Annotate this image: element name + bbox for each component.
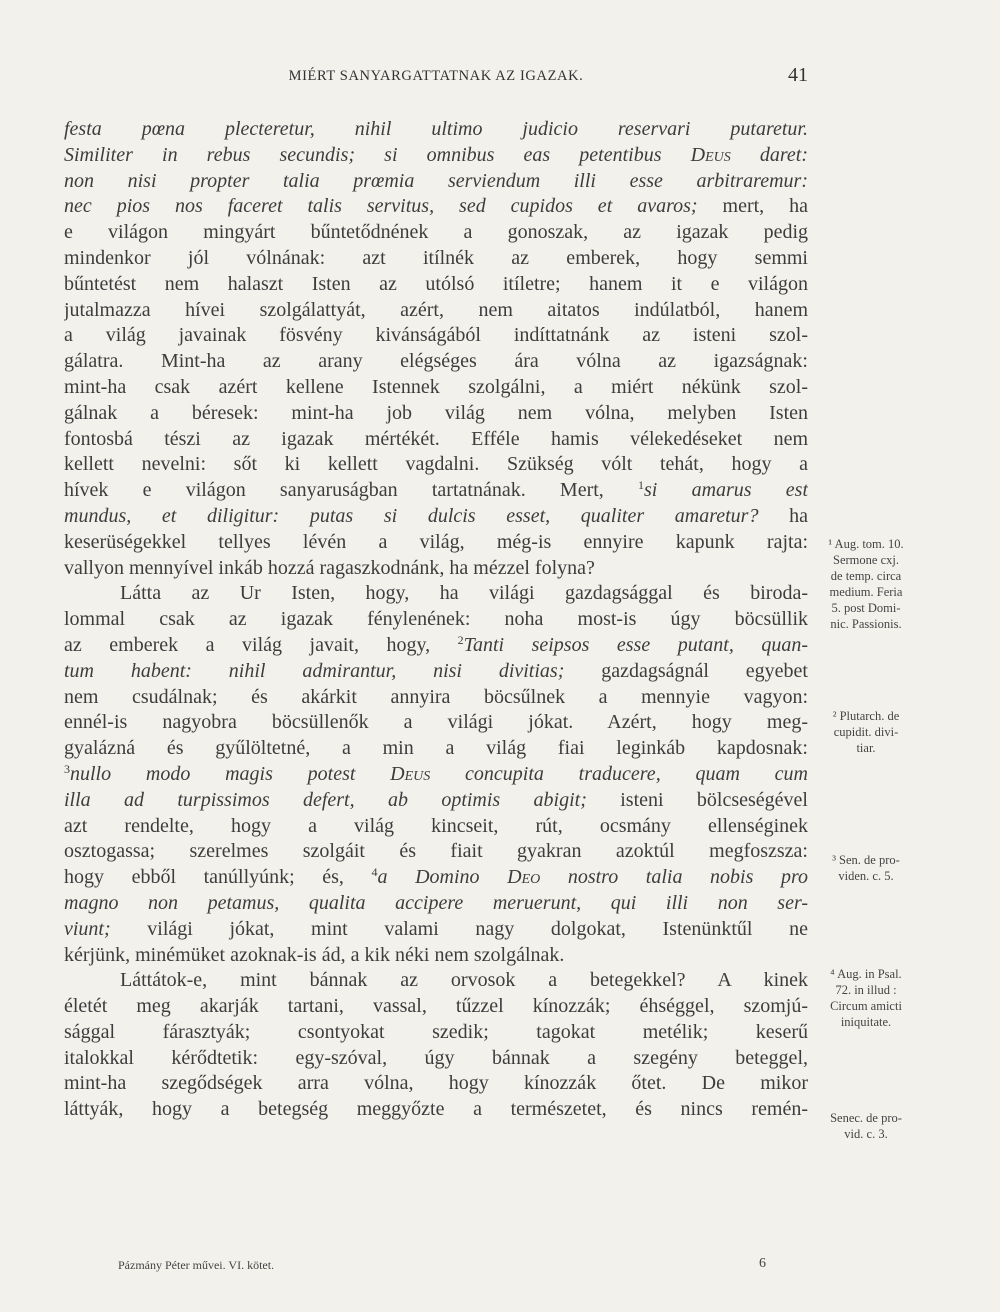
- margin-note: [812, 1110, 920, 1142]
- text-line: [64, 530, 808, 556]
- margin-note-line: nic. Passionis.: [830, 617, 902, 631]
- text-line: [64, 943, 808, 969]
- text-line: [64, 1020, 808, 1046]
- text-segment: lommal csak az igazak fénylenének: noha most-is úgy böcsüllik: [64, 608, 808, 631]
- margin-note-line: ² Plutarch. de: [832, 709, 900, 723]
- text-segment: kérjünk, minémüket azoknak-is ád, a kik néki nem szolgálnak.: [64, 943, 565, 966]
- margin-note-line: Sermone cxj.: [833, 553, 899, 567]
- margin-note-line: tiar.: [856, 741, 876, 755]
- margin-note-line: iniquitate.: [840, 1015, 892, 1029]
- text-segment: Látta az Ur Isten, hogy, ha világi gazdagsággal és biroda-: [120, 582, 808, 605]
- text-line: [64, 581, 808, 607]
- text-segment: festa pœna plecteretur, nihil ultimo judicio reservari putaretur.: [64, 118, 808, 140]
- text-segment: e világon mingyárt bűntetődnének a gonoszak, az igazak pedig: [64, 221, 808, 244]
- margin-note-line: de temp. circa: [830, 569, 902, 583]
- text-segment: vallyon mennyível inkáb hozzá ragaszkodnánk, ha mézzel folyna?: [64, 556, 595, 579]
- margin-note-line: cupidit. divi-: [833, 725, 899, 739]
- text-segment: Deo: [507, 866, 541, 889]
- text-segment: bűntetést nem halaszt Isten az utólsó itíletre; hanem it e világon: [64, 272, 808, 295]
- text-line: [64, 788, 808, 814]
- text-segment: illa ad turpissimos defert, ab optimis abigit;: [64, 788, 587, 811]
- text-line: [64, 427, 808, 453]
- text-segment: jutalmazza hívei szolgálattyát, azért, nem aitatos indúlatból, hanem: [64, 298, 808, 321]
- text-segment: a Domino: [377, 866, 508, 889]
- text-segment: isteni bölcseségével: [586, 788, 808, 811]
- footnote-ref: 2: [457, 632, 464, 647]
- text-segment: Láttátok-e, mint bánnak az orvosok a betegekkel? A kinek: [120, 969, 808, 992]
- text-line: [64, 298, 808, 324]
- margin-note: [812, 966, 920, 1030]
- text-segment: italokkal kérődtetik: egy-szóval, úgy bánnak a szegény beteggel,: [64, 1046, 808, 1069]
- text-segment: mint-ha szegődségek arra vólna, hogy kínozzák őtet. De mikor: [64, 1072, 808, 1095]
- text-segment: gyalázná és gyűlöltetné, a min a világ fiai leginkáb kapdosnak:: [64, 737, 808, 760]
- text-segment: nem csudálnak; és akárkit annyira böcsűlnek a mennyie vagyon:: [64, 685, 808, 708]
- margin-note-line: viden. c. 5.: [838, 869, 894, 883]
- text-line: [64, 1046, 808, 1072]
- margin-note-line: Circum amicti: [830, 999, 902, 1013]
- running-title: MIÉRT SANYARGATTATNAK AZ IGAZAK.: [288, 68, 584, 84]
- text-segment: nullo modo magis potest: [70, 762, 391, 785]
- text-segment: mindenkor jól vólnának: azt itílnék az emberek, hogy semmi: [64, 246, 808, 269]
- text-segment: hogy ebből tanúllyúnk; és,: [64, 866, 372, 889]
- text-line: [64, 685, 808, 711]
- margin-note: [812, 536, 920, 632]
- text-line: [64, 556, 808, 582]
- text-line: [64, 401, 808, 427]
- text-line: [64, 968, 808, 994]
- text-line: [64, 323, 808, 349]
- page-footer: [118, 1258, 818, 1273]
- text-line: [64, 194, 808, 220]
- text-line: [64, 375, 808, 401]
- text-segment: életét meg akarják tartani, vassal, tűzzel kínozzák; éhséggel, szomjú-: [64, 995, 808, 1018]
- text-line: [64, 891, 808, 917]
- text-segment: viunt;: [64, 917, 111, 940]
- page-number: 41: [788, 64, 808, 86]
- margin-note: [812, 708, 920, 756]
- text-line: [64, 710, 808, 736]
- text-segment: si amarus est: [644, 479, 808, 502]
- text-line: [64, 865, 808, 891]
- text-line: [64, 349, 808, 375]
- text-segment: mundus, et diligitur: putas si dulcis esset, qualiter amaretur?: [64, 504, 759, 527]
- footnote-ref: 1: [638, 478, 645, 493]
- margin-note-line: vid. c. 3.: [844, 1127, 888, 1141]
- text-line: [64, 478, 808, 504]
- margin-note: [812, 852, 920, 884]
- text-segment: Deus: [390, 762, 431, 785]
- text-line: [64, 246, 808, 272]
- text-line: [64, 220, 808, 246]
- text-line: [64, 452, 808, 478]
- text-segment: keserüségekkel tellyes lévén a világ, még-is ennyire kapunk rajta:: [64, 530, 808, 553]
- text-segment: Tanti seipsos esse putant, quan-: [463, 633, 808, 656]
- publication-footer: Pázmány Péter művei. VI. kötet.: [118, 1258, 275, 1272]
- text-line: [64, 762, 808, 788]
- text-segment: mint-ha csak azért kellene Istennek szolgálni, a miért nékünk szol-: [64, 375, 808, 398]
- text-line: [64, 169, 808, 195]
- text-segment: a világ javainak fösvény kivánságából indíttatnánk az isteni szol-: [64, 324, 808, 347]
- text-segment: sággal fárasztyák; csontyokat szedik; tagokat metélik; keserű: [64, 1020, 808, 1043]
- text-segment: ha: [758, 504, 808, 527]
- text-segment: fontosbá tészi az igazak mértékét. Efféle hamis vélekedéseket nem: [64, 427, 808, 450]
- text-segment: kellett nevelni: sőt ki kellett vagdalni. Szükség vólt tehát, hogy a: [64, 453, 808, 476]
- text-line: [64, 994, 808, 1020]
- text-segment: Similiter in rebus secundis; si omnibus eas petentibus: [64, 143, 691, 166]
- text-segment: nec pios nos faceret talis servitus, sed cupidos et avaros;: [64, 195, 698, 218]
- text-line: [64, 814, 808, 840]
- margin-note-line: ³ Sen. de pro-: [832, 853, 900, 867]
- text-line: [64, 917, 808, 943]
- page-header: [64, 64, 808, 86]
- text-line: [64, 839, 808, 865]
- footnote-ref: 4: [371, 865, 378, 880]
- text-segment: gazdagságnál egyebet: [564, 659, 808, 682]
- text-segment: az emberek a világ javait, hogy,: [64, 633, 458, 656]
- text-line: [64, 736, 808, 762]
- margin-note-line: ¹ Aug. tom. 10.: [828, 537, 904, 551]
- text-segment: láttyák, hogy a betegség meggyőzte a természetet, és nincs remén-: [64, 1098, 808, 1121]
- text-line: [64, 272, 808, 298]
- text-segment: magno non petamus, qualita accipere meruerunt, qui illi non ser-: [64, 891, 808, 914]
- text-line: [64, 504, 808, 530]
- margin-note-line: Senec. de pro-: [830, 1111, 902, 1125]
- footnote-ref: 3: [64, 761, 70, 776]
- body-text: [64, 117, 808, 1123]
- text-segment: concupita traducere, quam cum: [430, 762, 808, 785]
- text-segment: világi jókat, mint valami nagy dolgokat, Istenünktűl ne: [110, 917, 808, 940]
- text-line: [64, 633, 808, 659]
- text-segment: daret:: [730, 143, 808, 166]
- text-line: [64, 143, 808, 169]
- text-segment: ennél-is nagyobra böcsüllenők a világi jókat. Azért, hogy meg-: [64, 711, 808, 734]
- text-segment: nostro talia nobis pro: [540, 866, 808, 889]
- text-segment: hívek e világon sanyaruságban tartatnának. Mert,: [64, 479, 639, 502]
- margin-note-line: ⁴ Aug. in Psal.: [830, 967, 902, 981]
- margin-note-line: 5. post Domi-: [831, 601, 901, 615]
- text-line: [64, 1097, 808, 1123]
- text-segment: gálatra. Mint-ha az arany elégséges ára vólna az igazságnak:: [64, 350, 808, 373]
- text-line: [64, 607, 808, 633]
- text-segment: gálnak a béresek: mint-ha job világ nem vólna, melyben Isten: [64, 401, 808, 424]
- text-segment: mert, ha: [697, 195, 808, 218]
- text-segment: tum habent: nihil admirantur, nisi divitias;: [64, 659, 565, 682]
- text-line: [64, 659, 808, 685]
- margin-note-line: 72. in illud :: [835, 983, 897, 997]
- margin-note-line: medium. Feria: [829, 585, 903, 599]
- text-segment: osztogassa; szerelmes szolgáit és fiait gyakran azoktúl megfoszsza:: [64, 840, 808, 863]
- text-line: [64, 117, 808, 143]
- text-segment: Deus: [690, 143, 731, 166]
- text-line: [64, 1071, 808, 1097]
- text-segment: azt rendelte, hogy a világ kincseit, rút, ocsmány ellenséginek: [64, 814, 808, 837]
- signature-mark: 6: [759, 1256, 766, 1271]
- text-segment: non nisi propter talia prœmia serviendum illi esse arbitraremur:: [64, 169, 808, 192]
